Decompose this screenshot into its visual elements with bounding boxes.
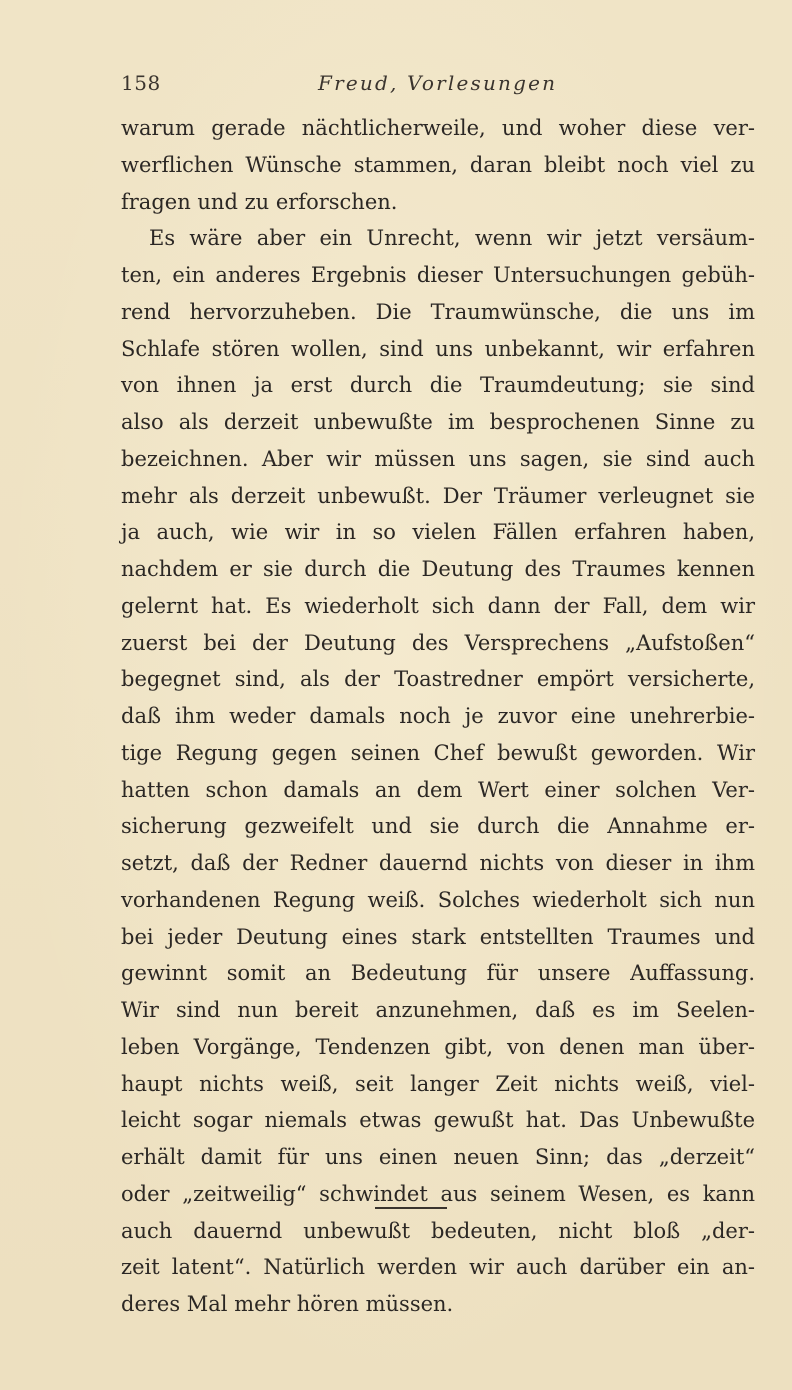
text-line: leben Vorgänge, Tendenzen gibt, von denen man über- (121, 1034, 755, 1059)
section-divider (375, 1207, 447, 1209)
text-line: leicht sogar niemals etwas gewußt hat. Das Unbewußte (121, 1108, 755, 1133)
text-line: von ihnen ja erst durch die Traumdeutung; sie sind (121, 373, 755, 398)
text-line: vorhandenen Regung weiß. Solches wiederholt sich nun (121, 887, 755, 912)
body-text (121, 110, 755, 1323)
text-line: gelernt hat. Es wiederholt sich dann der Fall, dem wir (121, 593, 755, 618)
page-number: 158 (121, 71, 161, 95)
text-line: begegnet sind, als der Toastredner empört versicherte, (121, 667, 755, 692)
text-line: zeit latent“. Natürlich werden wir auch darüber ein an- (121, 1255, 755, 1280)
text-line: sicherung gezweifelt und sie durch die Annahme er- (121, 814, 755, 839)
text-line: hatten schon damals an dem Wert einer solchen Ver- (121, 777, 755, 802)
text-line: erhält damit für uns einen neuen Sinn; das „derzeit“ (121, 1145, 755, 1169)
text-line: ten, ein anderes Ergebnis dieser Untersuchungen gebüh- (121, 263, 755, 287)
text-line: warum gerade nächtlicherweile, und woher diese ver- (121, 116, 755, 140)
text-line: Schlafe stören wollen, sind uns unbekannt, wir erfahren (121, 336, 755, 361)
text-line: tige Regung gegen seinen Chef bewußt geworden. Wir (121, 740, 755, 765)
text-line: bei jeder Deutung eines stark entstellten Traumes und (121, 924, 755, 949)
text-line: bezeichnen. Aber wir müssen uns sagen, sie sind auch (121, 446, 755, 471)
text-line: auch dauernd unbewußt bedeuten, nicht bloß „der- (121, 1218, 755, 1243)
text-line: zuerst bei der Deutung des Versprechens „Aufstoßen“ (121, 630, 755, 655)
text-line: also als derzeit unbewußte im besprochenen Sinne zu (121, 410, 755, 434)
text-line: haupt nichts weiß, seit langer Zeit nichts weiß, viel- (121, 1071, 755, 1096)
text-line: gewinnt somit an Bedeutung für unsere Auffassung. (121, 961, 755, 986)
text-line: rend hervorzuheben. Die Traumwünsche, die uns im (121, 299, 755, 324)
running-head: Freud, Vorlesungen (318, 71, 558, 95)
text-line: fragen und zu erforschen. (121, 189, 398, 214)
text-line: mehr als derzeit unbewußt. Der Träumer verleugnet sie (121, 483, 755, 508)
text-line: werflichen Wünsche stammen, daran bleibt noch viel zu (121, 152, 755, 177)
text-line: deres Mal mehr hören müssen. (121, 1292, 454, 1316)
text-line: nachdem er sie durch die Deutung des Traumes kennen (121, 557, 755, 581)
text-line: Es wäre aber ein Unrecht, wenn wir jetzt versäum- (149, 226, 755, 251)
text-line: daß ihm weder damals noch je zuvor eine unehrerbie- (121, 704, 755, 728)
text-line: oder „zeitweilig“ schwindet aus seinem Wesen, es kann (121, 1181, 755, 1206)
text-line: Wir sind nun bereit anzunehmen, daß es im Seelen- (121, 998, 755, 1022)
text-line: ja auch, wie wir in so vielen Fällen erfahren haben, (121, 520, 755, 545)
text-line: setzt, daß der Redner dauernd nichts von dieser in ihm (121, 851, 755, 875)
